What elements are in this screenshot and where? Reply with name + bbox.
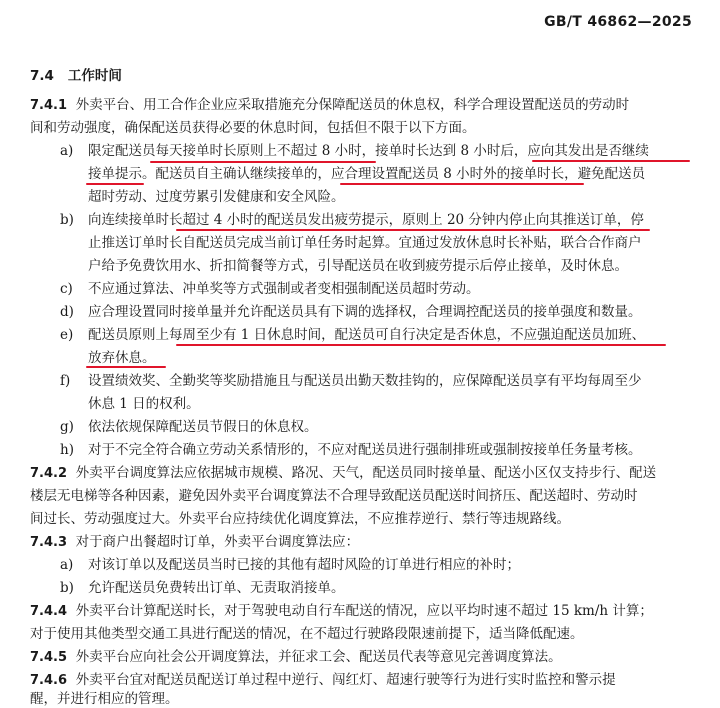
highlight-underline — [340, 183, 584, 185]
clause-7-4-3-line-1: 7.4.3 对于商户出餐超时订单，外卖平台调度算法应： — [30, 534, 360, 550]
clause-number: 7.4.5 — [30, 650, 68, 665]
clause-7-4-6-line-2: 醒，并进行相应的管理。 — [30, 691, 179, 707]
item-mark: c) — [60, 281, 73, 297]
item-b-line-2: 止推送订单时长自配送员完成当前订单任务时起算。宜通过发放休息时长补贴，联合合作商户 — [88, 235, 642, 251]
item-mark: b) — [60, 580, 74, 596]
item-mark: a) — [60, 557, 74, 573]
highlight-underline — [176, 229, 650, 231]
item-d-line-1: 应合理设置同时接单量并允许配送员具有下调的选择权，合理调控配送员的接单强度和数量。 — [88, 304, 642, 320]
section-number: 7.4 — [30, 68, 54, 84]
item-mark: a) — [60, 143, 74, 159]
item-mark: f) — [60, 373, 71, 389]
section-title-text: 工作时间 — [67, 68, 122, 84]
highlight-underline — [86, 366, 166, 368]
clause-7-4-3-item-a: 对该订单以及配送员当时已接的其他有超时风险的订单进行相应的补时； — [88, 557, 520, 573]
clause-7-4-2-line-2: 楼层无电梯等各种因素，避免因外卖平台调度算法不合理导致配送员配送时间挤压、配送超时、劳动时 — [30, 488, 638, 504]
clause-number: 7.4.3 — [30, 535, 68, 550]
clause-7-4-5-line-1: 7.4.5 外卖平台应向社会公开调度算法，并征求工会、配送员代表等意见完善调度算法。 — [30, 649, 562, 665]
standard-number: GB/T 46862—2025 — [544, 14, 692, 30]
item-b-line-3: 户给予免费饮用水、折扣简餐等方式，引导配送员在收到疲劳提示后停止接单，及时休息。 — [88, 258, 628, 274]
clause-7-4-6-line-1: 7.4.6 外卖平台宜对配送员配送订单过程中逆行、闯红灯、超速行驶等行为进行实时监控和警示提 — [30, 672, 616, 688]
item-g-line-1: 依法依规保障配送员节假日的休息权。 — [88, 419, 318, 435]
item-e-line-2: 放弃休息。 — [88, 350, 156, 366]
clause-7-4-2-line-3: 间过长、劳动强度过大。外卖平台应持续优化调度算法，不应推荐逆行、禁行等违规路线。 — [30, 511, 570, 527]
clause-number: 7.4.4 — [30, 604, 68, 619]
highlight-underline — [86, 183, 144, 185]
highlight-underline — [150, 161, 376, 163]
clause-7-4-2-line-1: 7.4.2 外卖平台调度算法应依据城市规模、路况、天气，配送员同时接单量、配送小区仅支持步行、配送 — [30, 465, 657, 481]
item-mark: h) — [60, 442, 74, 458]
item-mark: d) — [60, 304, 74, 320]
clause-number: 7.4.6 — [30, 673, 68, 688]
clause-7-4-4-line-1: 7.4.4 外卖平台计算配送时长，对于驾驶电动自行车配送的情况，应以平均时速不超过 15 km/h 计算； — [30, 603, 653, 619]
item-mark: b) — [60, 212, 74, 228]
item-mark: g) — [60, 419, 74, 435]
clause-number: 7.4.2 — [30, 466, 68, 481]
clause-7-4-3-item-b: 允许配送员免费转出订单、无责取消接单。 — [88, 580, 345, 596]
item-c-line-1: 不应通过算法、冲单奖等方式强制或者变相强制配送员超时劳动。 — [88, 281, 480, 297]
clause-7-4-4-line-2: 对于使用其他类型交通工具进行配送的情况，在不超过行驶路段限速前提下，适当降低配速。 — [30, 626, 584, 642]
item-a-line-3: 超时劳动、过度劳累引发健康和安全风险。 — [88, 189, 345, 205]
item-a-line-2: 接单提示。配送员自主确认继续接单的，应合理设置配送员 8 小时外的接单时长，避免配送员 — [88, 166, 646, 182]
item-h-line-1: 对于不完全符合确立劳动关系情形的，不应对配送员进行强制排班或强制按接单任务量考核。 — [88, 442, 642, 458]
item-e-line-1: 配送员原则上每周至少有 1 日休息时间，配送员可自行决定是否休息，不应强迫配送员加班、 — [88, 327, 646, 343]
item-b-line-1: 向连续接单时长超过 4 小时的配送员发出疲劳提示，原则上 20 分钟内停止向其推送订单，停 — [88, 212, 644, 228]
highlight-underline — [176, 344, 666, 346]
clause-7-4-1-line-2: 间和劳动强度，确保配送员获得必要的休息时间，包括但不限于以下方面。 — [30, 120, 476, 136]
clause-7-4-1-line-1: 7.4.1 外卖平台、用工合作企业应采取措施充分保障配送员的休息权，科学合理设置配送员的劳动时 — [30, 97, 630, 113]
item-mark: e) — [60, 327, 74, 343]
item-f-line-2: 休息 1 日的权利。 — [88, 396, 200, 412]
highlight-underline — [532, 160, 690, 162]
item-f-line-1: 设置绩效奖、全勤奖等奖励措施且与配送员出勤天数挂钩的，应保障配送员享有平均每周至少 — [88, 373, 642, 389]
clause-number: 7.4.1 — [30, 98, 68, 113]
item-a-line-1: 限定配送员每天接单时长原则上不超过 8 小时，接单时长达到 8 小时后，应向其发出是否继续 — [88, 143, 649, 159]
section-heading — [30, 64, 122, 84]
